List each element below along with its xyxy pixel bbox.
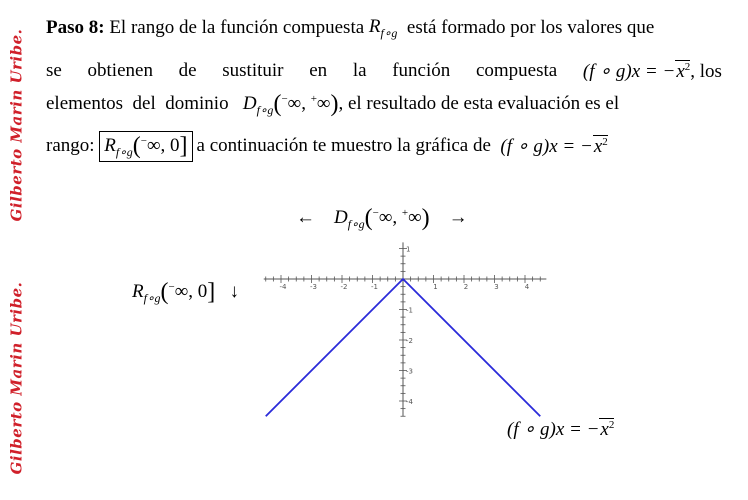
composite-function-formula-2: (f ∘ $g)x = -x^2$ (500, 135, 608, 157)
left-arrow-icon: ← (296, 207, 315, 228)
range-label: $R_{f\circ g}(^-\infty$, 0] ↓ (132, 279, 239, 305)
word: elementos (46, 93, 124, 114)
word: dominio (165, 93, 229, 114)
right-arrow-icon: → (448, 207, 468, 228)
range-symbol: $R_{f\circ g}$ (368, 15, 398, 40)
x-tick-label: 3 (494, 283, 499, 291)
x-tick-label: -3 (310, 283, 317, 291)
x-tick-label: -1 (371, 283, 378, 291)
x-tick-label: 1 (433, 283, 438, 291)
y-tick-label: -3 (406, 367, 413, 376)
domain-expression: $D_{f\circ g}(^-\infty$, +∞) (242, 90, 339, 117)
step-label: Paso 8: (46, 17, 105, 38)
x-tick-label: 4 (524, 283, 530, 291)
composite-function-formula: (f ∘ $g)x = -x^2$, los (582, 60, 722, 82)
graph-function-label: (f ∘ $g)x = -x^2$ (507, 419, 615, 440)
down-arrow-icon: ↓ (229, 281, 239, 302)
word: función (392, 60, 451, 81)
word: la (352, 60, 367, 81)
x-tick-label: -4 (279, 283, 287, 291)
word: se (46, 60, 62, 81)
y-tick-label: 1 (406, 245, 411, 254)
y-tick-label: -1 (406, 306, 413, 315)
word: del (132, 93, 156, 114)
word: de (178, 60, 197, 81)
domain-label: ← $D_{f\circ g}(^-\infty$, +∞) → (296, 205, 468, 231)
signature-bottom: Gilberto Marin Uribe. (7, 281, 26, 474)
word: en (309, 60, 328, 81)
signature-top: Gilberto Marin Uribe. (7, 28, 26, 222)
range-result-box: $R_{f\circ g}(^-\infty$, 0] (99, 131, 192, 162)
line4-tail: a continuación te muestro la gráfica de (196, 135, 491, 156)
line1-tail: está formado por los valores que (406, 17, 655, 38)
line3-tail: , el resultado de esta evaluación es el (338, 93, 620, 114)
x-tick-label: 2 (463, 283, 469, 291)
word: sustituir (222, 60, 284, 81)
word: obtienen (87, 60, 153, 81)
x-tick-label: -2 (340, 283, 348, 291)
rango-label: rango: (46, 135, 95, 156)
y-tick-label: -4 (406, 398, 413, 406)
word: compuesta (475, 60, 558, 81)
line1-text: El rango de la función compuesta (109, 17, 365, 38)
y-tick-label: -2 (406, 337, 413, 345)
